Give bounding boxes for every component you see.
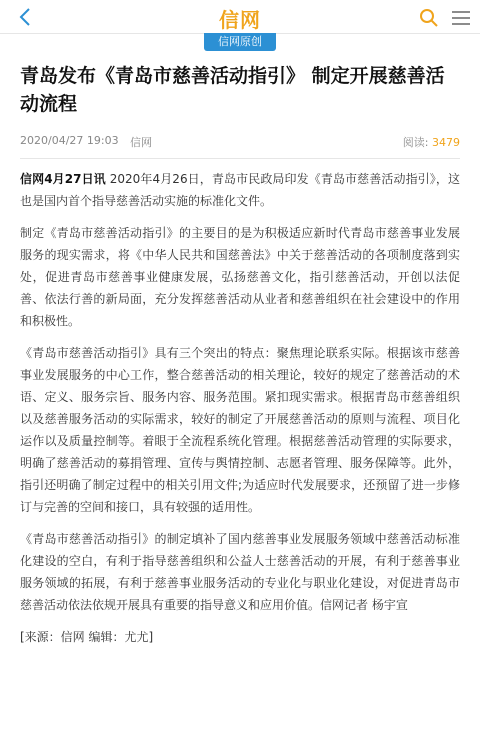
source-label: 信网 — [130, 136, 152, 149]
lead-text: 2020年4月26日，青岛市民政局印发《青岛市慈善活动指引》，这也是国内首个指导慈善活动实施的标准化文件。 — [20, 172, 460, 208]
dateline: 信网4月27日讯 — [20, 172, 106, 186]
site-logo[interactable]: 信网 — [219, 8, 261, 32]
article-body — [20, 168, 460, 648]
views-count: 3479 — [432, 136, 460, 149]
menu-button[interactable] — [450, 8, 472, 28]
views-label: 阅读: — [402, 136, 429, 149]
body-paragraph: 《青岛市慈善活动指引》具有三个突出的特点：聚焦理论联系实际。根据该市慈善事业发展服务的中心工作，整合慈善活动的相关理论，较好的规定了慈善活动的术语、定义、服务宗旨、服务内容、服务范围。紧扣现实需求。根据青岛市慈善组织以及慈善服务活动的实际需求，较好的制定了开展慈善活动的原则与流程、项目化运作以及质量控制等。着眼于全流程系统化管理。根据慈善活动管理的实际要求，明确了慈善活动的募捐管理、宣传与舆情控制、志愿者管理、服务保障等。此外，指引还明确了制定过程中的相关引用文件;为适应时代发展要求，还预留了进一步修订与完善的空间和接口，具有较强的适用性。 — [20, 346, 460, 514]
view-counter — [403, 134, 460, 150]
top-navigation-bar — [0, 0, 480, 34]
meta-divider — [20, 158, 460, 159]
article-meta — [20, 134, 460, 150]
publish-date: 2020/04/27 19:03 — [20, 134, 119, 147]
search-icon — [418, 7, 440, 29]
lead-paragraph — [20, 168, 460, 212]
menu-icon — [450, 8, 472, 28]
body-paragraph: 制定《青岛市慈善活动指引》的主要目的是为积极适应新时代青岛市慈善事业发展服务的现实需求，将《中华人民共和国慈善法》中关于慈善活动的各项制度落到实处，促进青岛市慈善事业健康发展，弘扬慈善文化，指引慈善活动，开创以法促善、依法行善的新局面，充分发挥慈善活动从业者和慈善组织在社会建设中的作用和积极性。 — [20, 226, 460, 328]
search-button[interactable] — [418, 7, 440, 29]
body-paragraph: 《青岛市慈善活动指引》的制定填补了国内慈善事业发展服务领域中慈善活动标准化建设的空白，有利于指导慈善组织和公益人士慈善活动的开展，有利于慈善事业服务领域的拓展，有利于慈善事业服务活动的专业化与职业化建设，对促进青岛市慈善活动依法依规开展具有重要的指导意义和应用价值。信网记者 杨宇宣 — [20, 532, 460, 612]
source-editor-line: [来源：信网 编辑：尤尤] — [20, 630, 154, 644]
original-content-badge: 信网原创 — [204, 33, 276, 51]
article-title: 青岛发布《青岛市慈善活动指引》 制定开展慈善活动流程 — [20, 65, 445, 115]
